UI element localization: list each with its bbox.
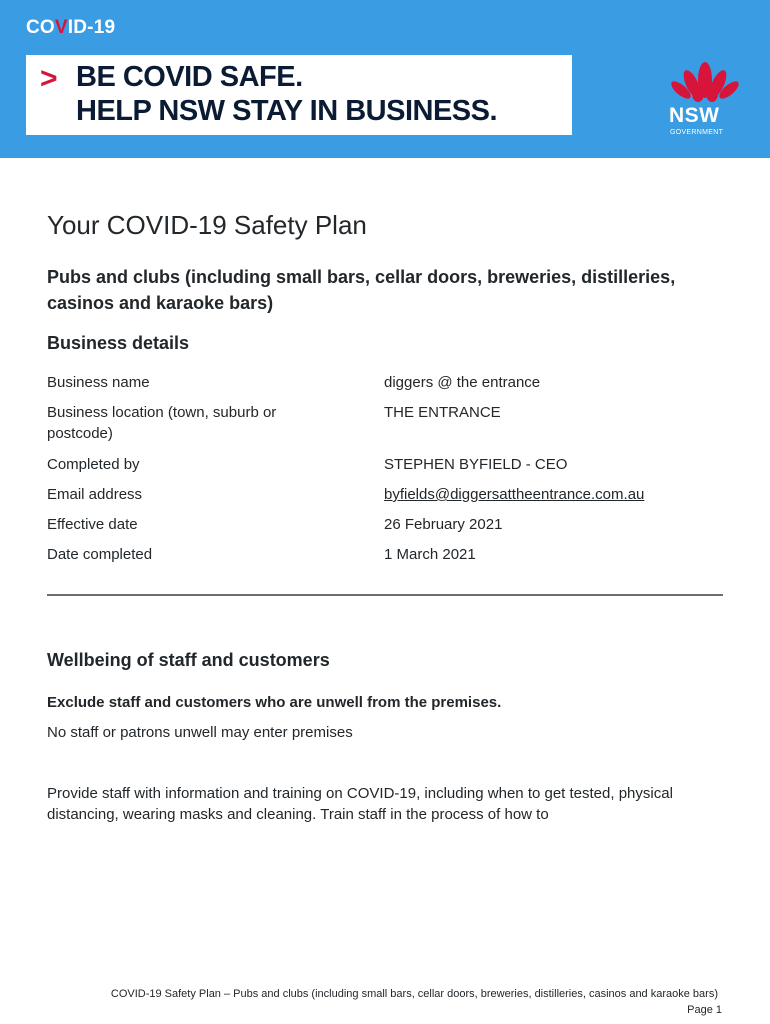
- requirement-exclude-unwell: Exclude staff and customers who are unwell from the premises.: [47, 694, 502, 711]
- email-address-link[interactable]: byfields@diggersattheentrance.com.au: [384, 486, 645, 503]
- covid-19-brand: [26, 17, 115, 39]
- business-name-label: Business name: [47, 374, 150, 391]
- nsw-logo-subtext: GOVERNMENT: [670, 129, 724, 136]
- email-address-label: Email address: [47, 486, 143, 503]
- wellbeing-heading: Wellbeing of staff and customers: [47, 650, 330, 670]
- business-name-value: diggers @ the entrance: [384, 374, 541, 391]
- effective-date-value: 26 February 2021: [384, 516, 503, 533]
- nsw-logo-text: NSW: [669, 104, 720, 127]
- brand-prefix: CO: [26, 17, 55, 38]
- section-divider: [47, 594, 723, 596]
- requirement-staff-training: Provide staff with information and training on COVID-19, including when to get tested, physical distancing, wearing masks and cleaning. Train staff in the process of how to: [47, 785, 673, 823]
- footer-document-title: COVID-19 Safety Plan – Pubs and clubs (including small bars, cellar doors, breweries, distilleries, casinos and karaoke bars): [110, 988, 718, 1000]
- response-exclude-unwell: No staff or patrons unwell may enter premises: [47, 724, 353, 741]
- header-banner: [0, 0, 770, 158]
- date-completed-value: 1 March 2021: [384, 546, 476, 563]
- completed-by-value: STEPHEN BYFIELD - CEO: [384, 456, 568, 473]
- date-completed-label: Date completed: [47, 546, 153, 563]
- brand-suffix: ID-19: [67, 17, 116, 38]
- business-details-heading: Business details: [47, 333, 190, 353]
- page-number: Page 1: [687, 1004, 722, 1016]
- completed-by-label: Completed by: [47, 456, 140, 473]
- slogan-line-2: HELP NSW STAY IN BUSINESS.: [76, 95, 498, 127]
- business-location-value: THE ENTRANCE: [384, 404, 501, 421]
- chevron-right-icon: >: [40, 62, 58, 95]
- brand-v: V: [54, 17, 68, 38]
- effective-date-label: Effective date: [47, 516, 138, 533]
- plan-subtitle: Pubs and clubs (including small bars, cellar doors, breweries, distilleries, casinos and karaoke bars): [47, 267, 676, 313]
- slogan-line-1: BE COVID SAFE.: [76, 61, 303, 93]
- business-location-label: Business location (town, suburb or postcode): [47, 404, 277, 442]
- page-title: Your COVID-19 Safety Plan: [47, 210, 367, 240]
